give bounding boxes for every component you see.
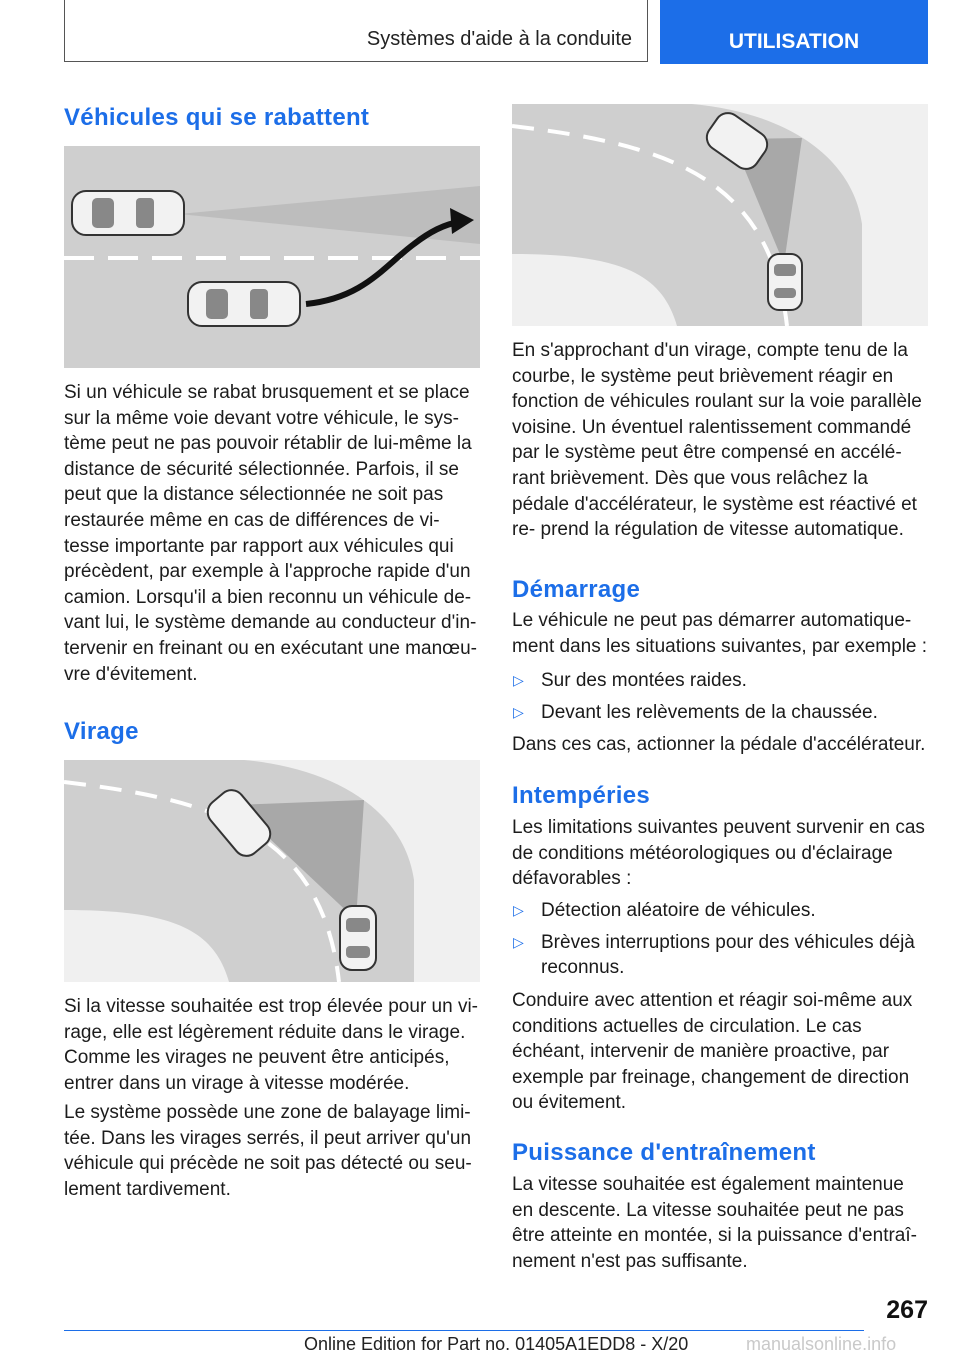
figure-curve-left	[64, 760, 480, 982]
paragraph-weather-advice: Conduire avec attention et réagir soi-même aux conditions actuelles de circulation. Le cas échéant, intervenir de manière proactive, par exemple par freinage, changement de direction ou évitement.	[512, 990, 913, 1114]
triangle-bullet-icon: ▷	[513, 933, 524, 950]
paragraph-start-action: Dans ces cas, actionner la pédale d'accélérateur.	[512, 734, 926, 755]
figure-cut-in	[64, 146, 480, 368]
paragraph-cut-in: Si un véhicule se rabat brusquement et se place sur la même voie devant votre véhicule, le sys‐ tème peut ne pas pouvoir rétablir de lui-même la distance de sécurité sélectionnée. Parfois, il se peut que la distance sélectionnée ne soit pas restaurée même en cas de différences de vi‐ tesse importante par rapport aux véhicules qui précèdent, par exemple à l'approche rapide d'un camion. Lorsqu'il a bien reconnu un véhicule de‐ vant lui, le système demande au conducteur d'in‐ tervenir en freinant ou en exécutant une manœu‐ vre d'évitement.	[64, 382, 477, 685]
paragraph-curve-speed: Si la vitesse souhaitée est trop élevée pour un vi‐ rage, elle est légèrement réduite dans le virage. Comme les virages ne peuvent être anticipés, entrer dans un virage à vitesse modérée.	[64, 996, 479, 1094]
list-item: ▷ Sur des montées raides.	[512, 668, 930, 694]
heading-start: Démarrage	[512, 576, 641, 603]
list-start-conditions	[512, 668, 930, 731]
section-title: Systèmes d'aide à la conduite	[366, 28, 632, 50]
paragraph-scan-zone: Le système possède une zone de balayage limi‐ tée. Dans les virages serrés, il peut arriver qu'un véhicule qui précède ne soit pas détecté ou seu‐ lement tardivement.	[64, 1102, 472, 1200]
page-number: 267	[886, 1296, 928, 1324]
page-header	[64, 0, 928, 64]
heading-power: Puissance d'entraînement	[512, 1139, 816, 1166]
triangle-bullet-icon: ▷	[513, 902, 524, 918]
triangle-bullet-icon: ▷	[513, 703, 524, 720]
car-curve-own-icon	[340, 906, 376, 970]
heading-weather: Intempéries	[512, 782, 651, 809]
list-weather-limitations	[512, 898, 930, 987]
heading-cut-in-vehicles: Véhicules qui se rabattent	[64, 104, 370, 131]
footer-divider	[64, 1330, 864, 1331]
own-car-icon	[188, 282, 300, 326]
car-ahead-icon	[72, 191, 184, 235]
list-item: ▷ Brèves interruptions pour des véhicules déjà reconnus.	[513, 931, 915, 979]
edition-note: Online Edition for Part no. 01405A1EDD8 - X/20	[304, 1334, 689, 1354]
list-item: ▷ Détection aléatoire de véhicules.	[512, 898, 930, 924]
chapter-tab: UTILISATION	[660, 0, 928, 64]
watermark: manualsonline.info	[746, 1334, 897, 1354]
paragraph-weather: Les limitations suivantes peuvent survenir en cas de conditions météorologiques ou d'éclairage défavorables :	[512, 817, 925, 890]
triangle-bullet-icon: ▷	[513, 672, 524, 688]
car-right-own-icon	[768, 254, 802, 310]
heading-curve: Virage	[64, 718, 139, 745]
paragraph-power: La vitesse souhaitée est également maintenue en descente. La vitesse souhaitée peut ne pas être atteinte en montée, si la puissance d'entraî‐ nement n'est pas suffisante.	[512, 1174, 917, 1272]
paragraph-start: Le véhicule ne peut pas démarrer automatique‐ ment dans les situations suivantes, par exemple :	[512, 610, 928, 657]
figure-curve-right	[512, 104, 928, 326]
list-item: ▷ Devant les relèvements de la chaussée.	[512, 700, 930, 726]
paragraph-curve-adjacent: En s'approchant d'un virage, compte tenu de la courbe, le système peut brièvement réagir en fonction de véhicules roulant sur la voie parallèle voisine. Un éventuel ralentissement commandé par le système peut être compensé en accélé‐ rant brièvement. Dès que vous relâchez la pédale d'accélérateur, le système est réactivé et re‐ prend la régulation de vitesse automatique.	[512, 340, 922, 541]
